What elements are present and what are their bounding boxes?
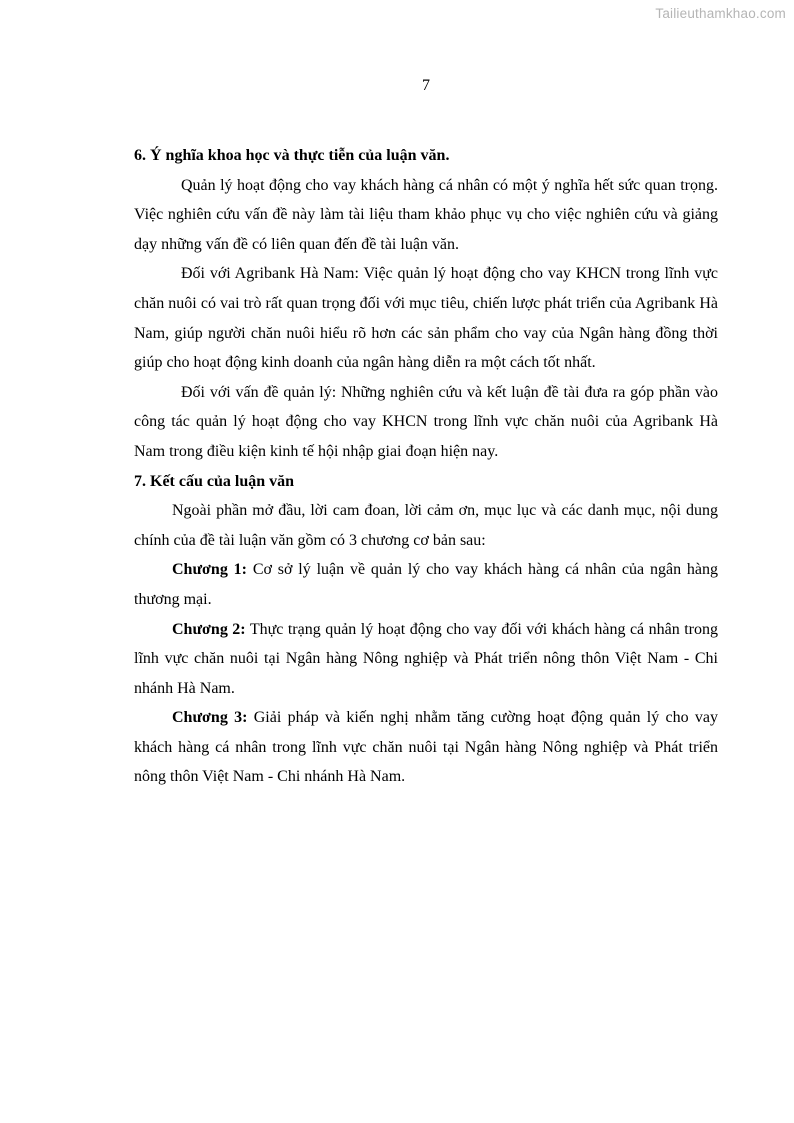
chapter-2-text: Thực trạng quản lý hoạt động cho vay đối với khách hàng cá nhân trong lĩnh vực chăn nuôi tại Ngân hàng Nông nghiệp và Phát triển nông thôn Việt Nam - Chi nhánh Hà Nam.	[134, 620, 718, 697]
chapter-2-label: Chương 2:	[172, 620, 246, 638]
document-body	[134, 141, 718, 792]
chapter-1-label: Chương 1:	[172, 561, 247, 579]
watermark-text: Tailieuthamkhao.com	[655, 6, 786, 21]
chapter-1-text: Cơ sở lý luận về quản lý cho vay khách hàng cá nhân của ngân hàng thương mại.	[134, 561, 719, 608]
section-7-heading: 7. Kết cấu của luận văn	[134, 472, 295, 490]
chapter-2-item	[134, 615, 718, 704]
chapter-3-item	[134, 703, 718, 792]
page-number: 7	[422, 77, 430, 94]
section-6-heading: 6. Ý nghĩa khoa học và thực tiễn của luận văn.	[134, 147, 450, 164]
chapter-3-text: Giải pháp và kiến nghị nhằm tăng cường hoạt động quản lý cho vay khách hàng cá nhân trong lĩnh vực chăn nuôi tại Ngân hàng Nông nghiệp và Phát triển nông thôn Việt Nam - Chi nhánh Hà Nam.	[134, 709, 719, 786]
chapter-1-item	[134, 555, 718, 614]
section-6-paragraph-2: Đối với Agribank Hà Nam: Việc quản lý hoạt động cho vay KHCN trong lĩnh vực chăn nuôi có vai trò rất quan trọng đối với mục tiêu, chiến lược phát triển của Agribank Hà Nam, giúp người chăn nuôi hiểu rõ hơn các sản phẩm cho vay của Ngân hàng đồng thời giúp cho hoạt động kinh doanh của ngân hàng diễn ra một cách tốt nhất.	[134, 265, 718, 372]
section-6-paragraph-3: Đối với vấn đề quản lý: Những nghiên cứu và kết luận đề tài đưa ra góp phần vào công tác quản lý hoạt động cho vay KHCN trong lĩnh vực chăn nuôi của Agribank Hà Nam trong điều kiện kinh tế hội nhập giai đoạn hiện nay.	[134, 383, 718, 460]
chapter-3-label: Chương 3:	[172, 709, 248, 727]
section-7-intro: Ngoài phần mở đầu, lời cam đoan, lời cảm ơn, mục lục và các danh mục, nội dung chính của đề tài luận văn gồm có 3 chương cơ bản sau:	[134, 502, 718, 549]
section-6-paragraph-1: Quản lý hoạt động cho vay khách hàng cá nhân có một ý nghĩa hết sức quan trọng. Việc nghiên cứu vấn đề này làm tài liệu tham khảo phục vụ cho việc nghiên cứu và giảng dạy những vấn đề có liên quan đến đề tài luận văn.	[134, 176, 718, 253]
